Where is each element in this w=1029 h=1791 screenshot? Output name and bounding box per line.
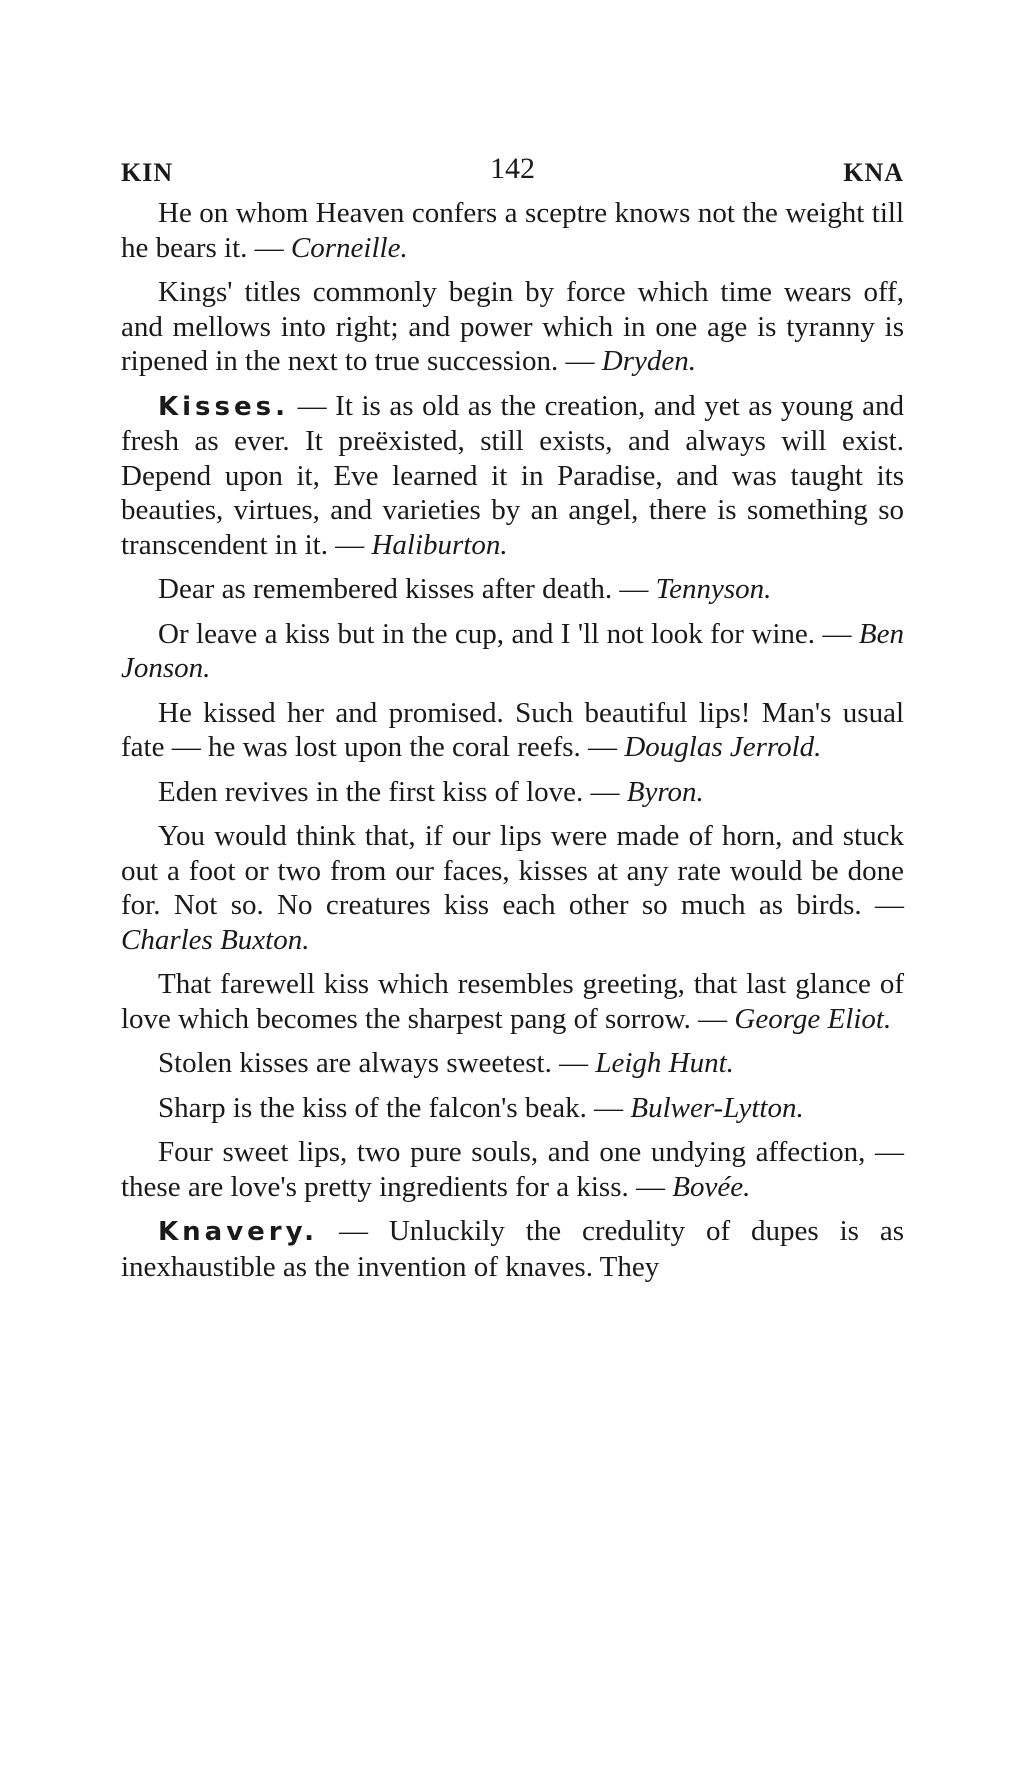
- quote-text: Kings' titles commonly begin by force which time wears off, and mellows into right; and power which in one age is tyranny is ripened in the next to true succession. —: [121, 276, 904, 377]
- page-number: 142: [490, 152, 535, 185]
- quote-paragraph: [121, 1046, 904, 1081]
- quote-paragraph: [121, 819, 904, 957]
- quote-paragraph: [121, 275, 904, 379]
- quote-author: Bovée.: [672, 1170, 751, 1203]
- entry-paragraph: [121, 1214, 904, 1284]
- quote-author: Byron.: [626, 775, 704, 808]
- running-header: [121, 150, 904, 196]
- quote-text: You would think that, if our lips were made of horn, and stuck out a foot or two from our faces, kisses at any rate would be done for. Not so. No creatures kiss each other so much as birds. —: [121, 820, 904, 921]
- quote-paragraph: [121, 617, 904, 686]
- entry-heading: Kisses.: [158, 391, 289, 422]
- quote-paragraph: [121, 775, 904, 810]
- quote-text: Or leave a kiss but in the cup, and I 'll not look for wine. —: [158, 617, 859, 650]
- quote-text: Eden revives in the first kiss of love. —: [158, 775, 627, 808]
- quote-author: Leigh Hunt.: [595, 1047, 734, 1079]
- header-right-guide-word: KNA: [843, 158, 904, 187]
- quote-text: He on whom Heaven confers a sceptre knows not the weight till he bears it. —: [121, 197, 904, 264]
- entry-heading: Knavery.: [158, 1217, 319, 1247]
- quote-text: He kissed her and promised. Such beautiful lips! Man's usual fate — he was lost upon the coral reefs. —: [121, 696, 904, 763]
- quote-author: Dryden.: [601, 345, 697, 377]
- quote-author: George Eliot.: [734, 1002, 892, 1035]
- quote-paragraph: [121, 967, 904, 1036]
- quote-text: — It is as old as the creation, and yet as young and fresh as ever. It preëxisted, still exists, and always will exist. Depend upon it, Eve learned it in Paradise, and was taught its beauties, virtues, and varieties by an angel, there is something so transcendent in it. —: [121, 389, 904, 561]
- quote-paragraph: [121, 1091, 904, 1126]
- quote-author: Tennyson.: [655, 573, 772, 605]
- quote-paragraph: [121, 1135, 904, 1204]
- quote-paragraph: [121, 196, 904, 265]
- quote-text: — Unluckily the credulity of dupes is as inexhaustible as the invention of knaves. They: [121, 1215, 904, 1283]
- book-page: [121, 150, 904, 1294]
- quote-text: Stolen kisses are always sweetest. —: [158, 1047, 596, 1079]
- quote-author: Charles Buxton.: [121, 923, 310, 956]
- quote-author: Haliburton.: [371, 528, 508, 561]
- quote-paragraph: [121, 696, 904, 765]
- quote-text: Four sweet lips, two pure souls, and one undying affection, — these are love's pretty ingredients for a kiss. —: [121, 1136, 904, 1203]
- entry-paragraph: [121, 389, 904, 563]
- quote-text: Sharp is the kiss of the falcon's beak. —: [158, 1091, 631, 1124]
- quote-text: Dear as remembered kisses after death. —: [158, 573, 656, 605]
- quote-paragraph: [121, 572, 904, 607]
- quote-text: That farewell kiss which resembles greeting, that last glance of love which becomes the sharpest pang of sorrow. —: [121, 968, 904, 1035]
- quote-author: Corneille.: [290, 231, 408, 264]
- quote-author: Douglas Jerrold.: [624, 731, 822, 763]
- quote-author: Ben Jonson.: [121, 617, 904, 684]
- header-left-guide-word: KIN: [121, 158, 174, 187]
- quote-author: Bulwer-Lytton.: [630, 1091, 804, 1124]
